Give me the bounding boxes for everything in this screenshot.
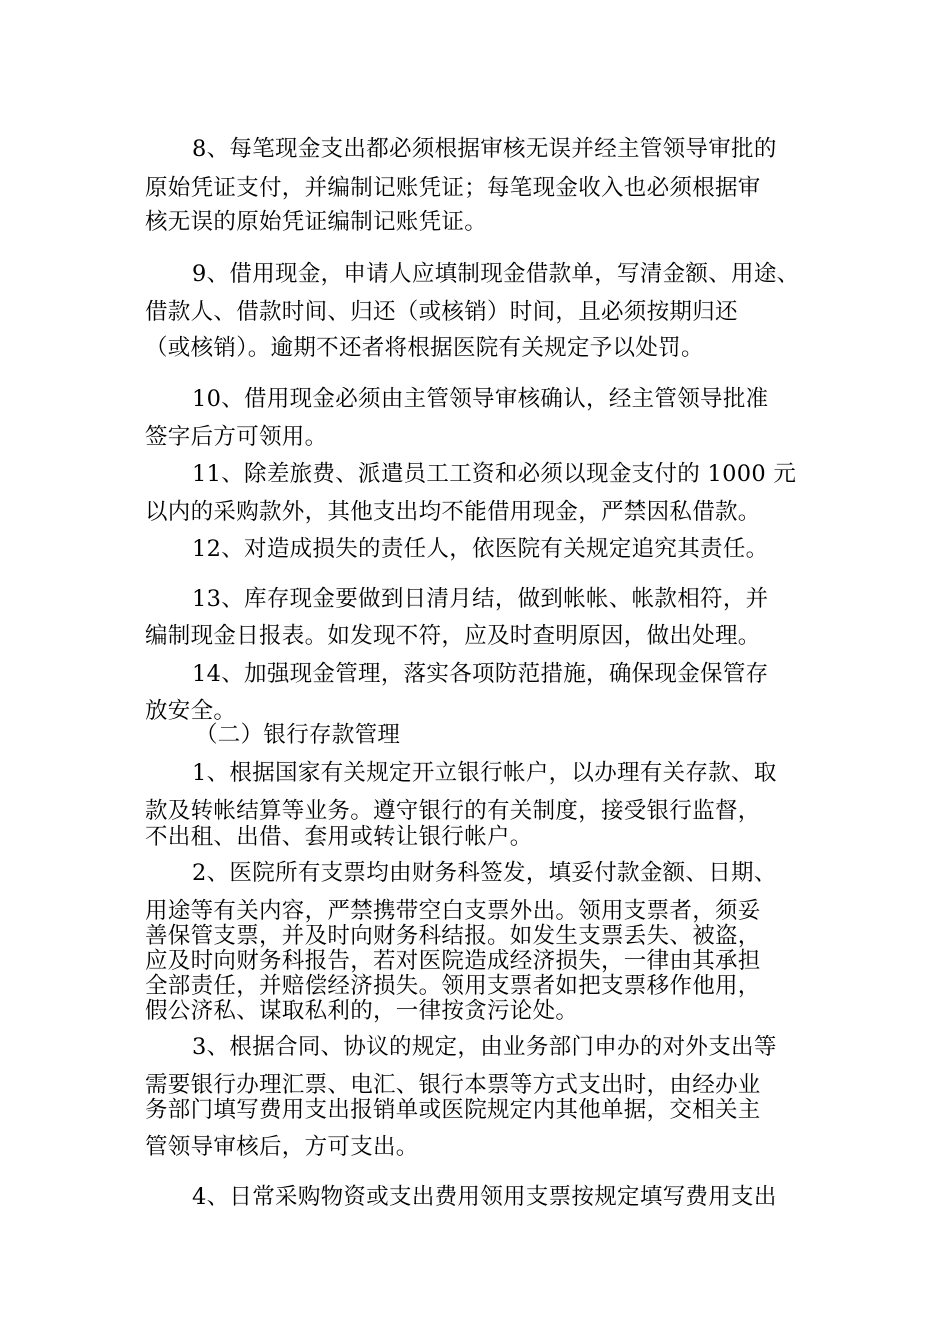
paragraph-13-line-1: 13、库存现金要做到日清月结，做到帐帐、帐款相符，并 xyxy=(192,586,769,612)
paragraph-9-line-2: 借款人、借款时间、归还（或核销）时间，且必须按期归还 xyxy=(145,299,738,325)
paragraph-9-line-1: 9、借用现金，申请人应填制现金借款单，写清金额、用途、 xyxy=(192,261,800,287)
bank-paragraph-2-line-3: 善保管支票，并及时向财务科结报。如发生支票丢失、被盗， xyxy=(145,923,761,949)
paragraph-11-line-1: 11、除差旅费、派遣员工工资和必须以现金支付的 1000 元 xyxy=(192,461,797,487)
bank-paragraph-1-line-1: 1、根据国家有关规定开立银行帐户，以办理有关存款、取 xyxy=(192,760,777,786)
paragraph-10-line-1: 10、借用现金必须由主管领导审核确认，经主管领导批准 xyxy=(192,386,769,412)
bank-paragraph-3-line-3: 务部门填写费用支出报销单或医院规定内其他单据，交相关主 xyxy=(145,1097,761,1123)
paragraph-8-line-1: 8、每笔现金支出都必须根据审核无误并经主管领导审批的 xyxy=(192,136,777,162)
paragraph-10-line-2: 签字后方可领用。 xyxy=(145,424,328,450)
bank-paragraph-2-line-4: 应及时向财务科报告，若对医院造成经济损失，一律由其承担 xyxy=(145,948,761,974)
bank-paragraph-2-line-2: 用途等有关内容，严禁携带空白支票外出。领用支票者，须妥 xyxy=(145,898,761,924)
paragraph-13-line-2: 编制现金日报表。如发现不符，应及时查明原因，做出处理。 xyxy=(145,623,761,649)
bank-paragraph-1-line-3: 不出租、出借、套用或转让银行帐户。 xyxy=(145,824,533,850)
paragraph-8-line-3: 核无误的原始凭证编制记账凭证。 xyxy=(145,209,488,235)
bank-paragraph-2-line-6: 假公济私、谋取私利的，一律按贪污论处。 xyxy=(145,998,579,1024)
bank-paragraph-1-line-2: 款及转帐结算等业务。遵守银行的有关制度，接受银行监督， xyxy=(145,798,761,824)
bank-paragraph-2-line-5: 全部责任，并赔偿经济损失。领用支票者如把支票移作他用， xyxy=(145,973,761,999)
section-heading-bank-deposit: （二）银行存款管理 xyxy=(195,722,401,748)
bank-paragraph-3-line-1: 3、根据合同、协议的规定，由业务部门申办的对外支出等 xyxy=(192,1034,777,1060)
paragraph-8-line-2: 原始凭证支付，并编制记账凭证；每笔现金收入也必须根据审 xyxy=(145,175,761,201)
bank-paragraph-3-line-2: 需要银行办理汇票、电汇、银行本票等方式支出时，由经办业 xyxy=(145,1072,761,1098)
bank-paragraph-2-line-1: 2、医院所有支票均由财务科签发，填妥付款金额、日期、 xyxy=(192,860,777,886)
paragraph-14-line-1: 14、加强现金管理，落实各项防范措施，确保现金保管存 xyxy=(192,661,769,687)
paragraph-9-line-3: （或核销）。逾期不还者将根据医院有关规定予以处罚。 xyxy=(145,335,704,361)
paragraph-14-line-2: 放安全。 xyxy=(145,698,237,724)
bank-paragraph-3-line-4: 管领导审核后，方可支出。 xyxy=(145,1134,419,1160)
bank-paragraph-4-line-1: 4、日常采购物资或支出费用领用支票按规定填写费用支出 xyxy=(192,1184,777,1210)
paragraph-11-line-2: 以内的采购款外，其他支出均不能借用现金，严禁因私借款。 xyxy=(145,499,761,525)
paragraph-12-line-1: 12、对造成损失的责任人，依医院有关规定追究其责任。 xyxy=(192,536,769,562)
